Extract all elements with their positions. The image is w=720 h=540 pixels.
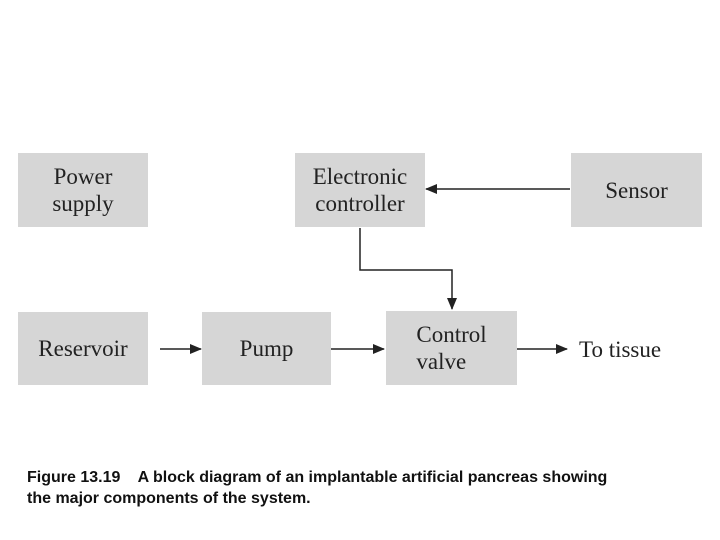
block-sensor-label: Sensor — [605, 177, 668, 203]
block-pump-label: Pump — [239, 336, 294, 361]
block-electronic-controller-label-2: controller — [315, 191, 405, 216]
block-power-supply-label-2: supply — [52, 191, 114, 216]
caption-line-2: the major components of the system. — [27, 490, 311, 507]
block-power-supply — [18, 153, 148, 227]
block-electronic-controller — [295, 153, 425, 227]
block-control-valve-label-2: valve — [416, 349, 467, 374]
output-label-to-tissue: To tissue — [579, 337, 662, 362]
block-sensor — [571, 153, 702, 227]
block-reservoir-label: Reservoir — [38, 336, 128, 361]
block-control-valve — [386, 311, 517, 385]
block-power-supply-label-1: Power — [53, 164, 113, 189]
arrow-controller-to-valve — [360, 228, 452, 309]
block-reservoir — [18, 312, 148, 385]
block-control-valve-label-1: Control — [416, 322, 487, 347]
caption-line-1: Figure 13.19 A block diagram of an implantable artificial pancreas showing — [27, 469, 608, 486]
block-pump — [202, 312, 331, 385]
figure-caption — [27, 467, 697, 509]
block-electronic-controller-label-1: Electronic — [312, 164, 408, 189]
